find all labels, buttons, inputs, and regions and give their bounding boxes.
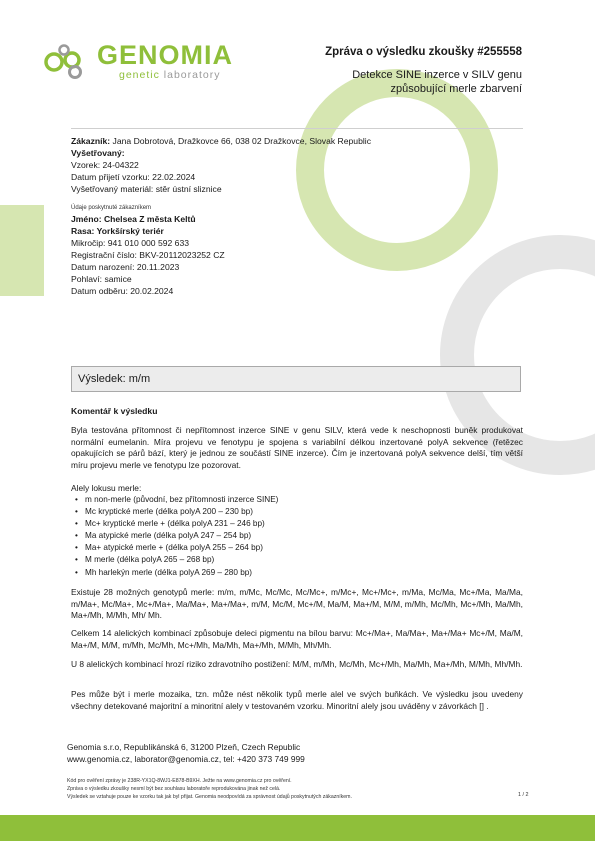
company-contact: www.genomia.cz, laborator@genomia.cz, tel: +420 373 749 999 — [67, 754, 305, 764]
reproduction-note: Zpráva o výsledku zkoušky nesmí být bez souhlasu laboratoře reprodukována jinak než celá. — [67, 786, 281, 792]
logo-tagline-genetic: genetic — [119, 69, 160, 81]
alleles-list — [71, 494, 278, 579]
animal-block — [71, 204, 225, 297]
examined-label: Vyšetřovaný: — [71, 148, 125, 158]
allele-item: • M merle (délka polyA 265 – 268 bp) — [71, 554, 278, 566]
company-address: Genomia s.r.o, Republikánská 6, 31200 Plzeň, Czech Republic — [67, 742, 301, 752]
customer-label: Zákazník: — [71, 136, 111, 146]
customer-block — [71, 135, 371, 195]
logo-tagline-laboratory: laboratory — [159, 69, 221, 81]
sample-id: Vzorek: 24-04322 — [71, 160, 139, 170]
allele-item: • Ma+ atypické merle + (délka polyA 255 – 264 bp) — [71, 542, 278, 554]
allele-item: • Ma atypické merle (délka polyA 247 – 254 bp) — [71, 530, 278, 542]
page-number: 1 / 2 — [518, 792, 529, 798]
animal-microchip: Mikročip: 941 010 000 592 633 — [71, 238, 190, 248]
logo-tagline — [119, 69, 220, 81]
comment-paragraph-health-risk: U 8 alelických kombinací hrozí riziko zdravotního postižení: M/M, m/Mh, Mc/Mh, Mc+/Mh, Ma/Mh, Ma+/Mh, M/Mh, Mh/Mh. — [71, 659, 523, 669]
examined-material: Vyšetřovaný materiál: stěr ústní sliznice — [71, 184, 222, 194]
customer-value: Jana Dobrotová, Dražkovce 66, 038 02 Dražkovce, Slovak Republic — [110, 136, 371, 146]
verification-note: Kód pro ověření zprávy je 238R-YX1Q-8WJ1-E878-B9XH. Ježte na www.genomia.cz pro ověření. — [67, 778, 292, 784]
liability-note: Výsledek se vztahuje pouze ke vzorku tak jak byl přijat. Genomia neodpovídá za správnost údajů poskytnutých zákazníkem. — [67, 794, 352, 800]
logo-name: GENOMIA — [97, 40, 234, 70]
animal-birth-date: Datum narození: 20.11.2023 — [71, 262, 180, 272]
result-box: Výsledek: m/m — [71, 366, 521, 392]
genomia-logo — [42, 40, 252, 84]
animal-registration: Registrační číslo: BKV-20112023252 CZ — [71, 250, 225, 260]
allele-item: • Mh harlekýn merle (délka polyA 269 – 280 bp) — [71, 567, 278, 579]
footer-company — [67, 741, 305, 765]
comment-heading: Komentář k výsledku — [71, 406, 158, 416]
animal-sex: Pohlaví: samice — [71, 274, 132, 284]
report-subtitle — [302, 68, 522, 96]
animal-breed: Rasa: Yorkšírský teriér — [71, 226, 164, 236]
customer-data-note: Údaje poskytnuté zákazníkem — [71, 205, 152, 211]
report-subtitle-line2: způsobující merle zbarvení — [390, 83, 522, 95]
customer-line — [71, 135, 371, 147]
header-divider — [71, 128, 523, 129]
report-title: Zpráva o výsledku zkoušky #255558 — [325, 46, 522, 58]
allele-item: • Mc kryptické merle (délka polyA 200 – 230 bp) — [71, 506, 278, 518]
side-green-square — [0, 205, 44, 296]
logo-circles-icon — [42, 40, 98, 84]
comment-paragraph-deletion: Celkem 14 alelických kombinací způsobuje deleci pigmentu na bílou barvu: Mc+/Ma+, Ma/Ma+, Ma+/Ma+ Mc+/M, Ma/M, Ma+/M, M/M, m/Mh, Mc/Mh, Mc+/Mh, Ma/Mh, Ma+/Mh, M/Mh, Mh/Mh. — [71, 628, 523, 650]
comment-paragraph-1: Byla testována přítomnost či nepřítomnost inzerce SINE v genu SILV, která vede k neschopnosti buněk produkovat normální eumelanin. Míra projevu ve fenotypu je spojena s variabilní délkou inzertované polyA sekvence (řetězec opakujících se párů bází, který je jednou ze součástí SINE inzerce). Čím je inzertovaná polyA sekvence delší, tím větší míru projevu merle ve fenotypu lze pozorovat. — [71, 425, 523, 470]
allele-item: • Mc+ kryptické merle + (délka polyA 231 – 246 bp) — [71, 518, 278, 530]
alleles-title: Alely lokusu merle: — [71, 483, 142, 493]
received-date: Datum přijetí vzorku: 22.02.2024 — [71, 172, 196, 182]
report-subtitle-line1: Detekce SINE inzerce v SILV genu — [352, 69, 522, 81]
allele-item: • m non-merle (původní, bez přítomnosti inzerce SINE) — [71, 494, 278, 506]
bottom-green-bar — [0, 815, 595, 841]
comment-paragraph-genotypes: Existuje 28 možných genotypů merle: m/m, m/Mc, Mc/Mc, Mc/Mc+, m/Mc+, Mc+/Mc+, m/Ma, Mc/Ma, Mc+/Ma, Ma/Ma, m/Ma+, Mc/Ma+, Mc+/Ma+, Ma/Ma+, Ma+/Ma+, m/M, Mc/M, Mc+/M, Ma/M, Ma+/M, M/M, m/Mh, Mc/Mh, Mc+/Mh, Ma/Mh, Ma+/Mh, M/Mh, Mh/ Mh. — [71, 587, 523, 620]
comment-paragraph-mosaic: Pes může být i merle mozaika, tzn. může nést několik typů merle alel ve svých buňkách. Ve výsledku jsou uvedeny všechny detekované majoritní a minoritní alely v testovaném vzorku. Minoritní alely jsou uváděny v závorkách [] . — [71, 689, 523, 711]
sampling-date: Datum odběru: 20.02.2024 — [71, 286, 174, 296]
animal-name: Jméno: Chelsea Z města Keltů — [71, 214, 196, 224]
footer-notes — [67, 777, 352, 801]
